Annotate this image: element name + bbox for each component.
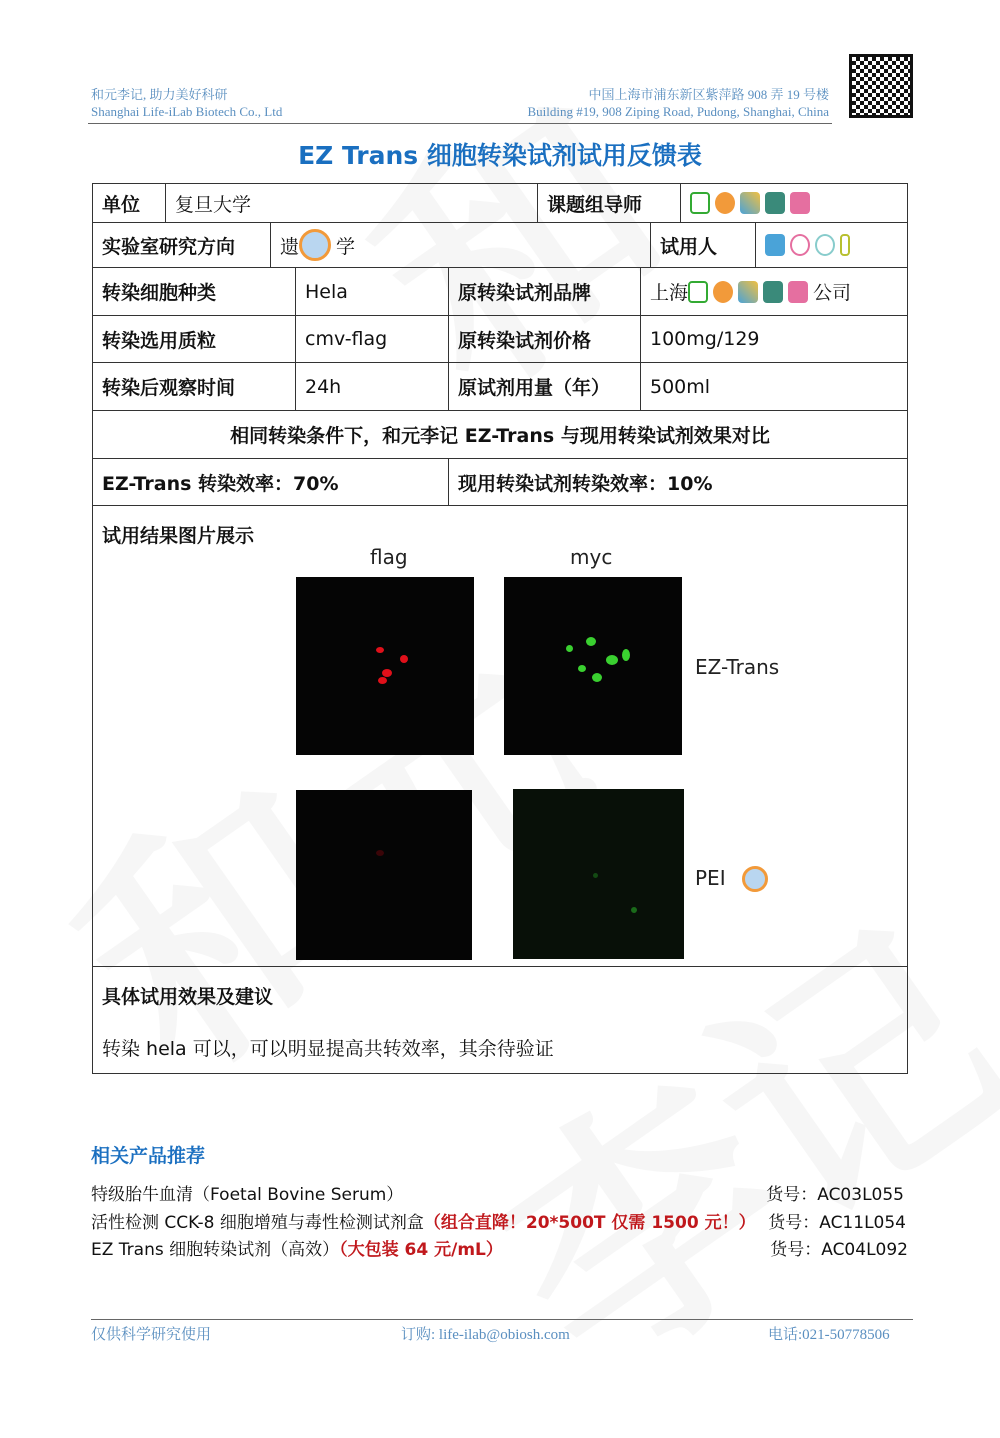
beaker-icon (765, 192, 785, 214)
image-pei-flag (296, 790, 472, 960)
time-value: 24h (295, 362, 449, 411)
header-divider (88, 123, 832, 124)
product-item[interactable] (91, 1208, 756, 1233)
usage-value: 500ml (640, 362, 908, 411)
test-tube-icon (840, 234, 850, 256)
usage-label: 原试剂用量（年） (448, 362, 641, 411)
cell-type-label: 转染细胞种类 (92, 267, 296, 316)
brand-tail: 公司 (813, 282, 852, 304)
suggestion-value: 转染 hela 可以，可以明显提高共转效率，其余待验证 (102, 1038, 554, 1060)
plasmid-value: cmv-flag (295, 315, 449, 363)
column-label-flag: flag (370, 545, 408, 569)
dropper-icon (765, 234, 785, 256)
dna-icon (738, 281, 758, 303)
dropper-icon (788, 281, 808, 303)
address-cn: 中国上海市浦东新区紫萍路 908 弄 19 号楼 (588, 87, 829, 102)
product-promo: （组合直降！20*500T 仅需 1500 元！） (423, 1213, 756, 1233)
time-label: 转染后观察时间 (92, 362, 296, 411)
product-name: EZ Trans 细胞转染试剂（高效） (91, 1240, 340, 1260)
price-label: 原转染试剂价格 (448, 315, 641, 363)
footer-note: 仅供科学研究使用 (91, 1327, 212, 1343)
suggestion-label: 具体试用效果及建议 (102, 986, 274, 1008)
direction-text: 遗 (280, 235, 300, 258)
cell-type-value: Hela (295, 267, 449, 316)
related-products-title: 相关产品推荐 (91, 1145, 206, 1167)
image-ez-myc (504, 577, 682, 755)
page-title: EZ Trans 细胞转染试剂试用反馈表 (298, 141, 702, 170)
atom-icon (790, 234, 810, 256)
tester-value-redacted (755, 222, 908, 268)
price-value: 100mg/129 (640, 315, 908, 363)
direction-label: 实验室研究方向 (92, 222, 271, 268)
footer-order-email[interactable]: 订购: life-ilab@obiosh.com (401, 1327, 570, 1343)
qr-code (849, 54, 913, 118)
brand-value (640, 267, 908, 316)
image-pei-myc (513, 789, 684, 959)
footer-divider (91, 1319, 913, 1320)
product-code: 货号：AC03L055 (766, 1185, 904, 1205)
flask-icon (688, 281, 708, 303)
ez-efficiency: EZ-Trans 转染效率：70% (92, 458, 449, 506)
product-code: 货号：AC11L054 (768, 1213, 906, 1233)
footer-phone: 电话:021-50778506 (768, 1327, 890, 1343)
brand-label: 原转染试剂品牌 (448, 267, 641, 316)
tester-label: 试用人 (650, 222, 756, 268)
product-name: 特级胎牛血清（Foetal Bovine Serum） (91, 1185, 404, 1205)
bacteria-icon (815, 234, 835, 256)
dna-icon (740, 192, 760, 214)
company-name: Shanghai Life-iLab Biotech Co., Ltd (91, 104, 283, 119)
flask-icon (690, 192, 710, 214)
plasmid-label: 转染选用质粒 (92, 315, 296, 363)
unit-label: 单位 (92, 183, 166, 223)
unit-value: 复旦大学 (165, 183, 538, 223)
address-en: Building #19, 908 Ziping Road, Pudong, Shanghai, China (527, 104, 829, 119)
product-item[interactable] (91, 1180, 403, 1205)
cell-icon (713, 281, 733, 303)
compare-title: 相同转染条件下，和元李记 EZ-Trans 与现用转染试剂效果对比 (92, 410, 908, 459)
results-label: 试用结果图片展示 (102, 525, 255, 547)
slogan: 和元李记, 助力美好科研 (91, 87, 228, 102)
cell-icon (715, 192, 735, 214)
product-promo: （大包装 64 元/mL） (339, 1240, 503, 1260)
product-item[interactable] (91, 1235, 503, 1260)
brand-text: 上海 (650, 282, 689, 304)
product-code: 货号：AC04L092 (770, 1240, 908, 1260)
advisor-label: 课题组导师 (537, 183, 681, 223)
row-label-ez-trans: EZ-Trans (695, 655, 780, 679)
cell-icon (742, 866, 768, 892)
results-section (92, 505, 908, 967)
row-label-pei: PEI (695, 866, 726, 890)
advisor-value-redacted (680, 183, 908, 223)
current-efficiency: 现用转染试剂转染效率：10% (448, 458, 908, 506)
column-label-myc: myc (570, 545, 613, 569)
product-name: 活性检测 CCK-8 细胞增殖与毒性检测试剂盒 (91, 1213, 424, 1233)
direction-tail: 学 (336, 235, 356, 258)
dropper-icon (790, 192, 810, 214)
direction-value (270, 222, 651, 268)
beaker-icon (763, 281, 783, 303)
image-ez-flag (296, 577, 474, 755)
cell-icon (299, 229, 331, 261)
